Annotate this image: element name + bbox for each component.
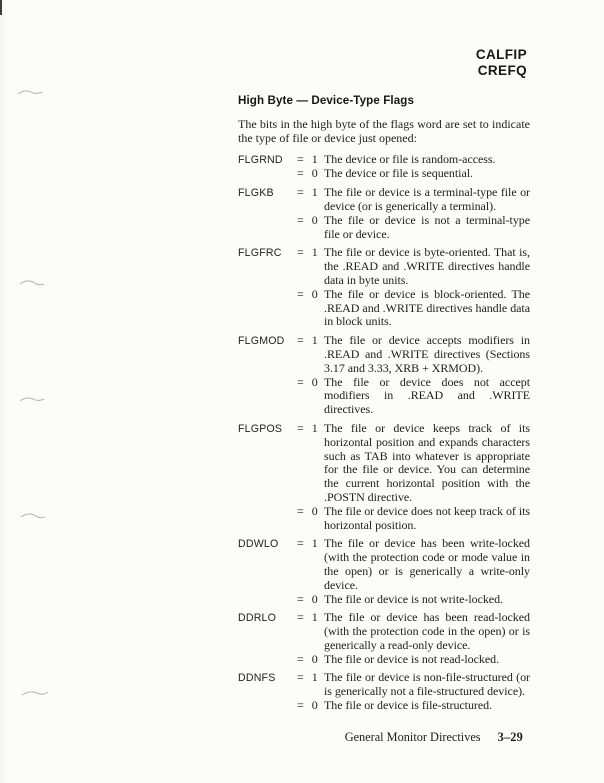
page-content (238, 94, 530, 718)
flag-description: The file or device has been read-locked (with the protection code in the open) or is generically a read-only device. (324, 610, 530, 652)
section-heading: High Byte — Device-Type Flags (238, 94, 414, 107)
doc-header (476, 47, 527, 79)
flag-value-marker: = 1 (297, 151, 318, 166)
flag-description: The device or file is sequential. (324, 166, 473, 181)
flag-description: The file or device accepts modifiers in .READ and .WRITE directives (Sections 3.17 and 3.33, XRB + XRMOD). (324, 333, 530, 375)
flag-description: The file or device is not a terminal-type file or device. (324, 212, 530, 241)
doc-header-line-1: CALFIP (475, 47, 527, 62)
flag-value-marker: = 0 (297, 651, 318, 666)
flag-description: The file or device is non-file-structured (or is generically not a file-structured device). (324, 670, 530, 699)
flag-description: The file or device does not accept modifiers in .READ and .WRITE directives. (324, 374, 530, 417)
flag-description: The file or device does not keep track of its horizontal position. (324, 503, 531, 532)
flag-value-marker: = 0 (297, 286, 318, 301)
doc-header-line-2: CREFQ (477, 63, 527, 78)
flag-description: The file or device is a terminal-type file or device (or is generically a terminal). (324, 185, 530, 213)
flag-entry (238, 537, 530, 606)
flag-value-marker: = 0 (297, 374, 318, 389)
flag-description: The file or device has been write-locked (with the protection code or mode value in the open) or is generically a write-only device. (324, 536, 530, 592)
flag-value-marker: = 1 (297, 420, 318, 435)
flag-name: FLGPOS (238, 422, 283, 435)
scan-mark (17, 87, 43, 97)
flag-value-marker: = 1 (297, 610, 318, 625)
flag-name: FLGKB (238, 187, 274, 200)
flag-entry (238, 153, 530, 182)
flag-description: The device or file is random-access. (324, 151, 496, 166)
page-footer (238, 730, 523, 745)
flag-entry (238, 246, 530, 329)
flag-description: The file or device is byte-oriented. That is, the .READ and .WRITE directives handle data in byte units. (324, 245, 530, 287)
flag-name: DDNFS (238, 672, 276, 685)
flag-value-marker: = 0 (297, 503, 318, 518)
flag-name: FLGMOD (238, 335, 285, 348)
flag-name: DDRLO (238, 612, 277, 625)
flag-value-marker: = 0 (297, 212, 318, 227)
footer-chapter-title: General Monitor Directives (344, 730, 481, 744)
flag-value-marker: = 0 (297, 166, 318, 181)
flag-entry (238, 611, 530, 666)
scan-mark (19, 278, 45, 288)
flag-entry (238, 671, 530, 712)
flag-value-marker: = 0 (297, 698, 318, 713)
flag-description: The file or device is block-oriented. The .READ and .WRITE directives handle data in block units. (324, 286, 530, 329)
scan-mark (19, 394, 45, 404)
flag-entry (238, 334, 530, 417)
flag-name: FLGFRC (238, 247, 282, 260)
flag-value-marker: = 1 (297, 670, 318, 685)
scan-mark (20, 511, 46, 521)
flag-value-marker: = 1 (297, 536, 318, 551)
flag-value-marker: = 1 (297, 333, 318, 348)
footer-page-number: 3–29 (497, 730, 523, 744)
flag-description: The file or device is file-structured. (324, 698, 493, 713)
flag-description: The file or device keeps track of its horizontal position and expands characters such as TAB into whatever is appropriate for the file or device. You can determine the current horizontal position with the .POSTN directive. (324, 420, 530, 504)
scan-mark (21, 688, 49, 698)
flag-value-marker: = 1 (297, 185, 318, 200)
flag-entry (238, 422, 530, 532)
flag-entry (238, 186, 530, 241)
flag-name: FLGRND (238, 153, 283, 166)
flag-value-marker: = 0 (297, 591, 318, 606)
flag-name: DDWLO (238, 538, 279, 551)
flag-description: The file or device is not write-locked. (324, 591, 503, 606)
flag-value-marker: = 1 (297, 245, 318, 260)
intro-paragraph: The bits in the high byte of the flags word are set to indicate the type of file or device just opened: (238, 117, 530, 145)
flag-description: The file or device is not read-locked. (324, 651, 500, 666)
scan-corner-artifact (0, 0, 2, 15)
